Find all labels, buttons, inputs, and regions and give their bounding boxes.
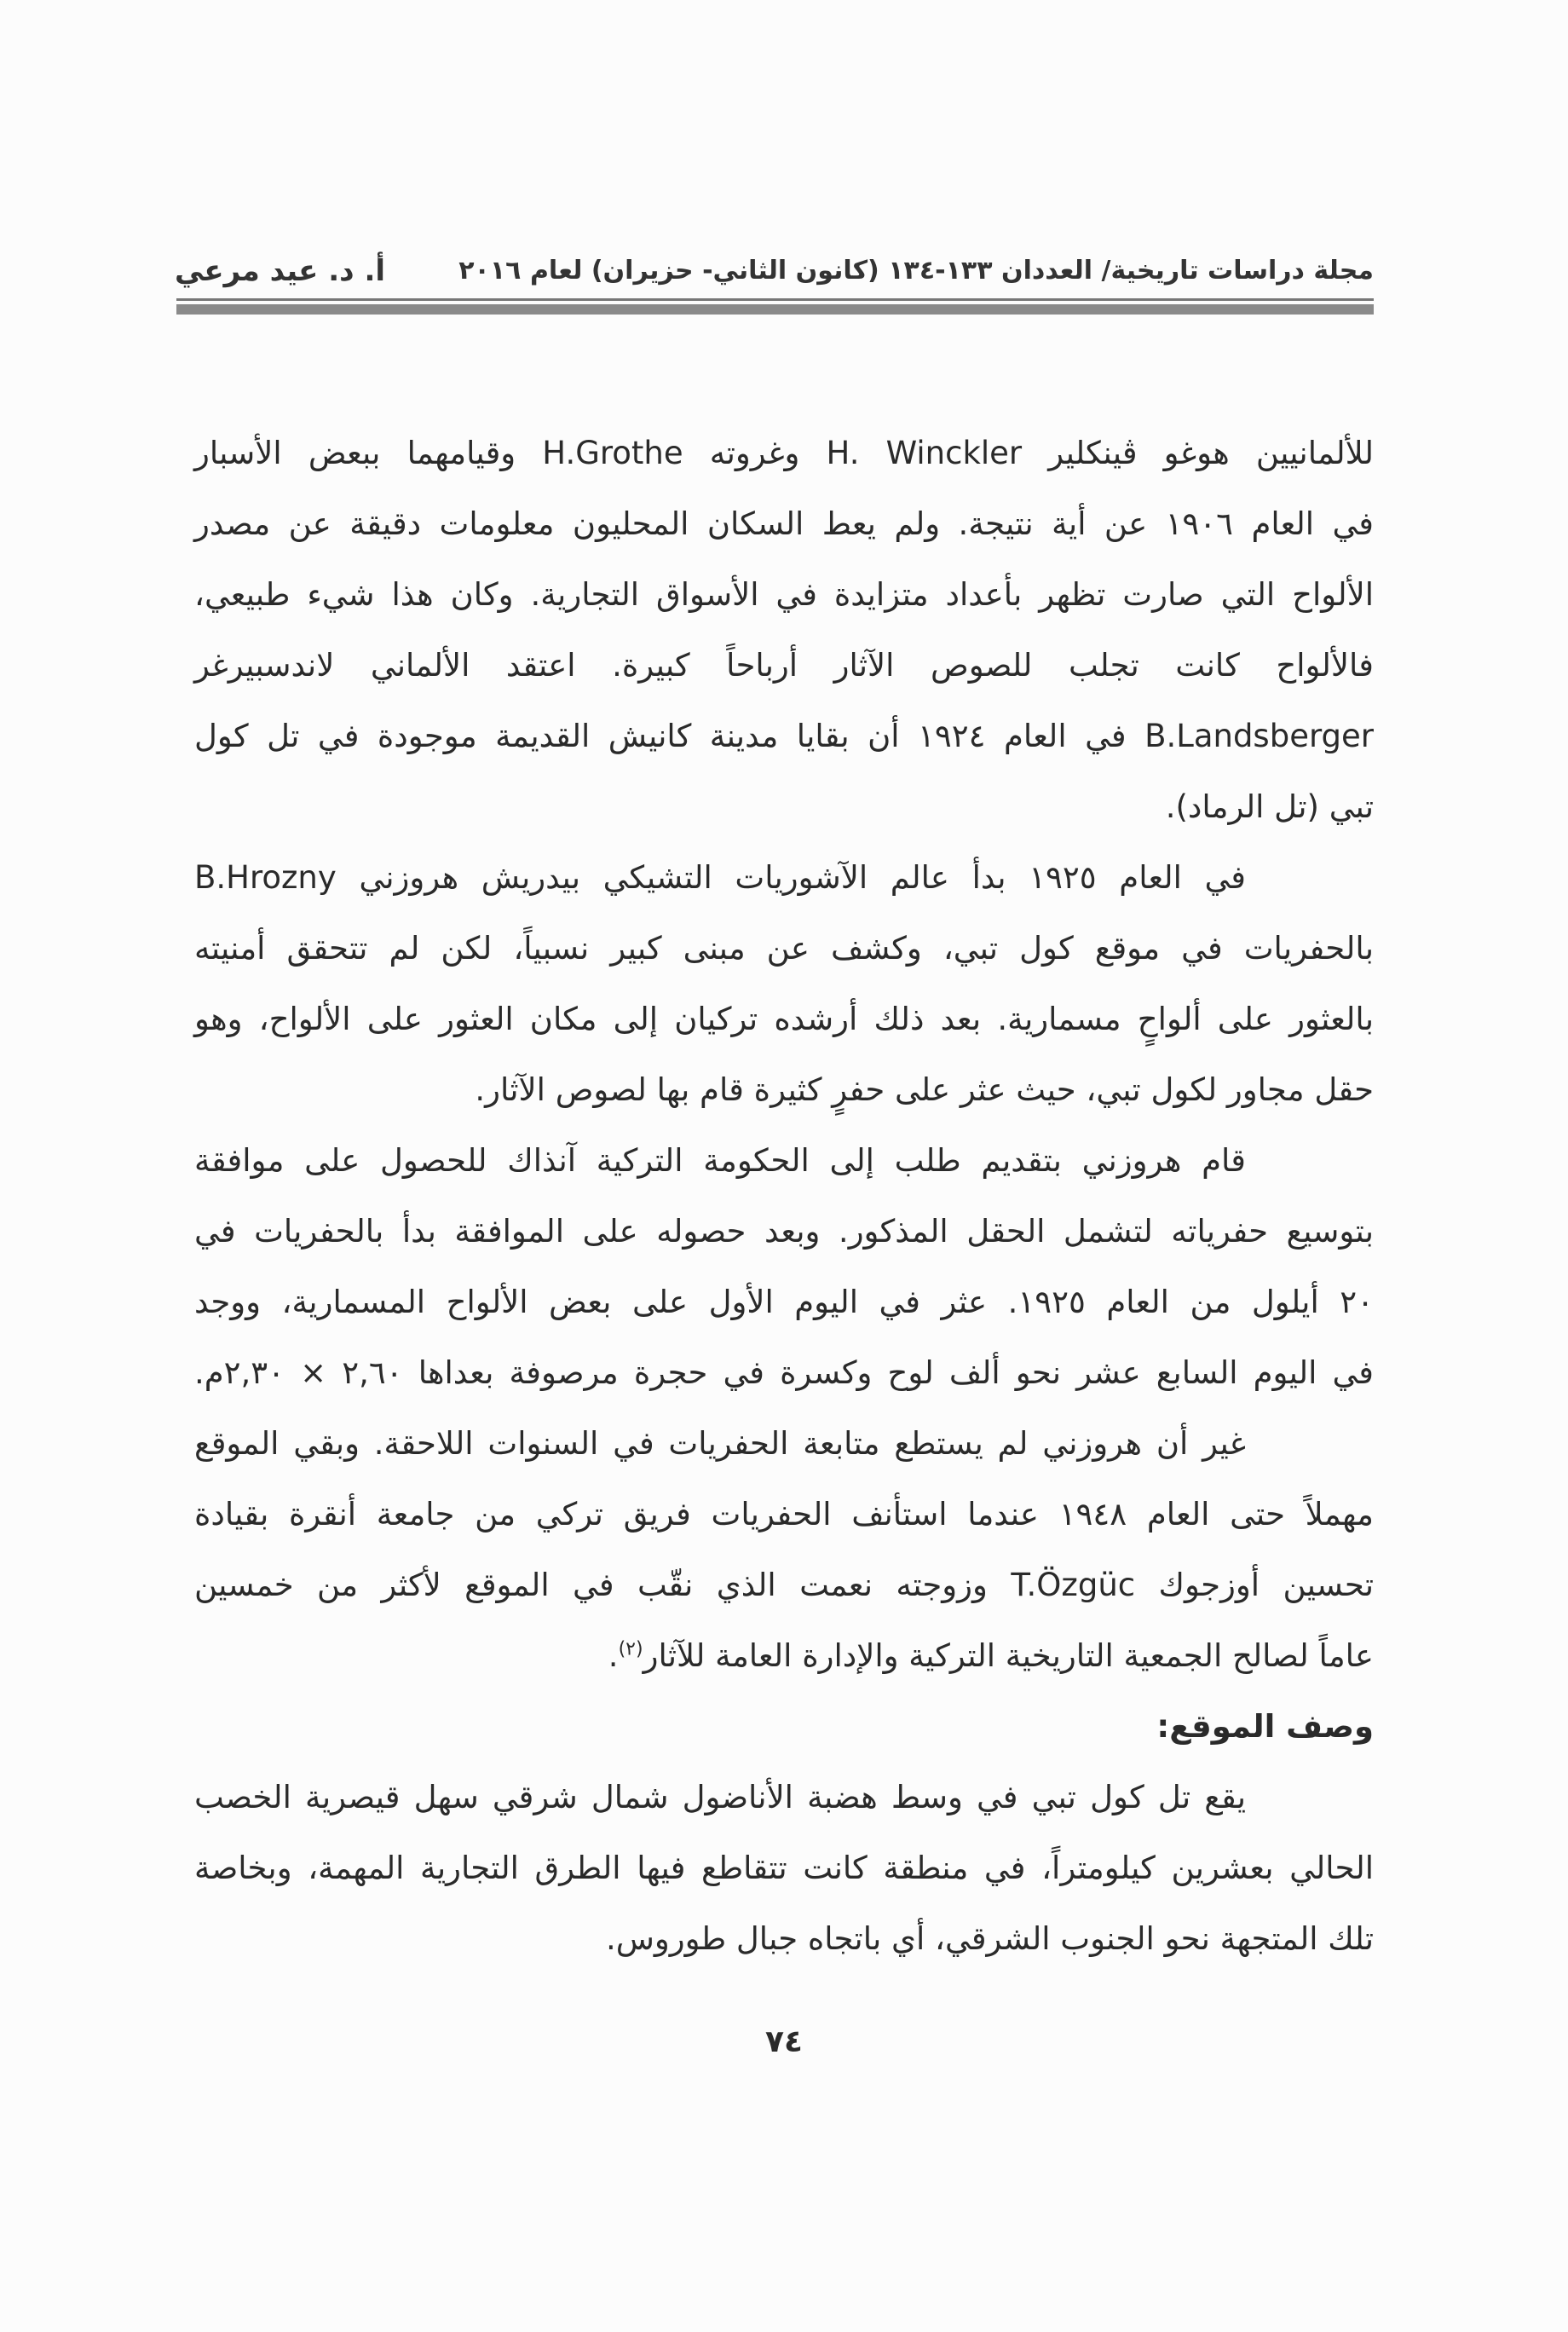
text-line: الألواح التي صارت تظهر بأعداد متزايدة في الأسواق التجارية. وكان هذا شيء طبيعي، — [194, 576, 1374, 613]
text-line: بتوسيع حفرياته لتشمل الحقل المذكور. وبعد حصوله على الموافقة بدأ بالحفريات في — [194, 1213, 1374, 1250]
text-line: تلك المتجهة نحو الجنوب الشرقي، أي باتجاه جبال طوروس. — [605, 1920, 1374, 1957]
text-line: في العام ١٩٠٦ عن أية نتيجة. ولم يعط السكان المحليون معلومات دقيقة عن مصدر — [194, 505, 1374, 542]
text-line: يقع تل كول تبي في وسط هضبة الأناضول شمال شرقي سهل قيصرية الخصب — [194, 1779, 1246, 1815]
text-line: بالحفريات في موقع كول تبي، وكشف عن مبنى كبير نسبياً، لكن لم تتحقق أمنيته — [194, 930, 1374, 967]
header-rule-thin — [176, 298, 1374, 301]
text-line-with-footnote — [194, 1620, 1374, 1691]
text-line: عاماً لصالح الجمعية التاريخية التركية والإدارة العامة للآثار — [643, 1637, 1374, 1674]
text-line: فالألواح كانت تجلب للصوص الآثار أرباحاً كبيرة. اعتقد الألماني لاندسبيرغر — [194, 647, 1374, 684]
text-line: تبي (تل الرماد). — [1165, 788, 1374, 825]
section-heading: وصف الموقع: — [1156, 1708, 1374, 1745]
text-line: مهملاً حتى العام ١٩٤٨ عندما استأنف الحفريات فريق تركي من جامعة أنقرة بقيادة — [194, 1496, 1374, 1533]
footnote-ref[interactable]: (٢) — [618, 1638, 643, 1660]
text-line: غير أن هروزني لم يستطع متابعة الحفريات في السنوات اللاحقة. وبقي الموقع — [194, 1425, 1246, 1462]
text-line: للألمانيين هوغو ڤينكلير H. Winckler وغروته H.Grothe وقيامهما ببعض الأسبار — [194, 435, 1374, 471]
text-line: تحسين أوزجوك T.Özgüc وزوجته نعمت الذي نقّب في الموقع لأكثر من خمسين — [194, 1567, 1374, 1603]
text-line: ٢٠ أيلول من العام ١٩٢٥. عثر في اليوم الأول على بعض الألواح المسمارية، ووجد — [194, 1284, 1374, 1320]
text-line: قام هروزني بتقديم طلب إلى الحكومة التركية آنذاك للحصول على موافقة — [194, 1142, 1246, 1179]
text-line: في العام ١٩٢٥ بدأ عالم الآشوريات التشيكي بيدريش هروزني B.Hrozny — [194, 859, 1246, 896]
text-line: B.Landsberger في العام ١٩٢٤ أن بقايا مدينة كانيش القديمة موجودة في تل كول — [194, 718, 1374, 754]
text-line: حقل مجاور لكول تبي، حيث عثر على حفرٍ كثيرة قام بها لصوص الآثار. — [475, 1071, 1374, 1108]
journal-header: مجلة دراسات تاريخية/ العددان ١٣٣-١٣٤ (كانون الثاني- حزيران) لعام ٢٠١٦ — [458, 256, 1374, 286]
text-line: بالعثور على ألواحٍ مسمارية. بعد ذلك أرشده تركيان إلى مكان العثور على الألواح، وهو — [194, 1001, 1374, 1037]
footnote-end: . — [608, 1637, 619, 1674]
page-number: ٧٤ — [765, 2024, 803, 2059]
text-line: في اليوم السابع عشر نحو ألف لوح وكسرة في حجرة مرصوفة بعداها ٢,٦٠ × ٢,٣٠م. — [194, 1354, 1374, 1391]
author-header: أ. د. عيد مرعي — [175, 254, 386, 288]
body-text — [194, 418, 1374, 1974]
text-line: الحالي بعشرين كيلومتراً، في منطقة كانت تتقاطع فيها الطرق التجارية المهمة، وبخاصة — [194, 1850, 1374, 1886]
header-rule-thick — [176, 304, 1374, 315]
